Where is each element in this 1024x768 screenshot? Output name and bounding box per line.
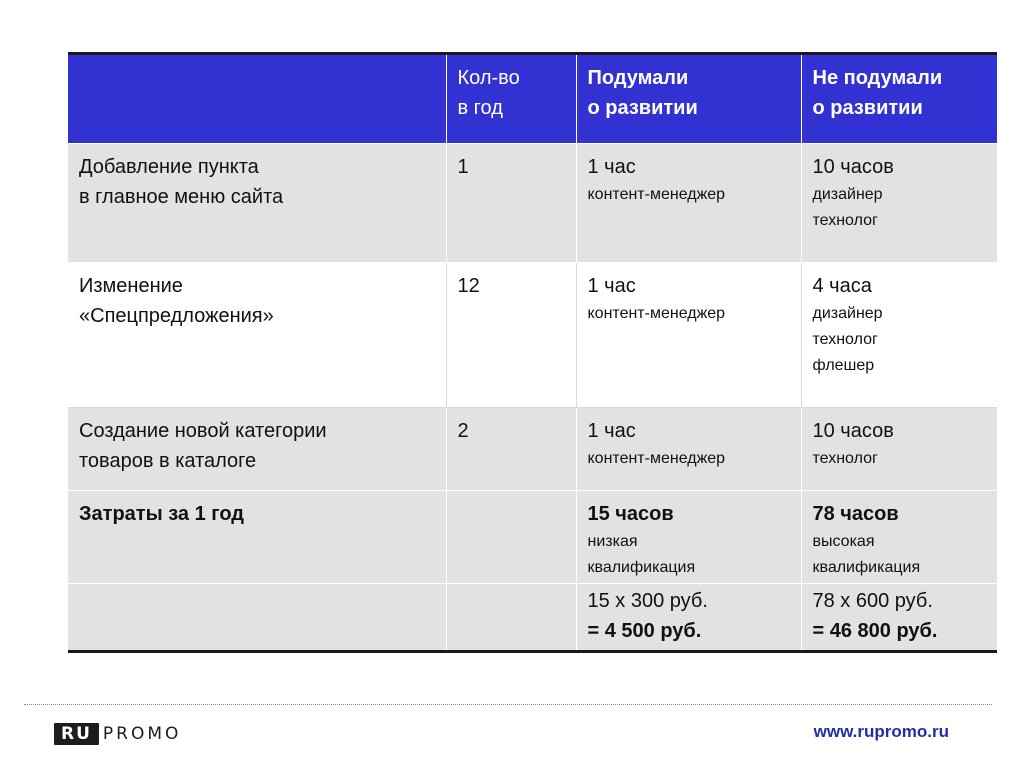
task-line: Добавление пункта xyxy=(79,156,259,178)
thought-cell xyxy=(576,144,801,263)
cost-empty-cell xyxy=(446,584,576,652)
thought-hours: 1 час xyxy=(587,156,636,178)
total-label: Затраты за 1 год xyxy=(79,503,244,525)
task-line: товаров в каталоге xyxy=(79,450,257,472)
rupromo-logo xyxy=(54,722,181,746)
cost-not-thought-cell xyxy=(801,584,997,652)
thought-hours: 1 час xyxy=(587,275,636,297)
task-cell xyxy=(68,263,446,408)
total-thought-qualification: низкая xyxy=(587,533,638,550)
total-not-thought-qualification: квалификация xyxy=(812,559,921,576)
website-link[interactable]: www.rupromo.ru xyxy=(813,722,949,741)
not-thought-role: дизайнер xyxy=(812,186,883,203)
qty-cell xyxy=(446,408,576,491)
not-thought-hours: 4 часа xyxy=(812,275,872,297)
logo-promo: PROMO xyxy=(102,724,182,744)
task-line: Создание новой категории xyxy=(79,420,327,442)
thought-cell xyxy=(576,263,801,408)
total-not-thought-hours: 78 часов xyxy=(812,503,899,525)
header-empty-cell xyxy=(68,54,446,144)
footer-divider xyxy=(24,704,992,705)
task-cell xyxy=(68,408,446,491)
header-quantity xyxy=(446,54,576,144)
table-row xyxy=(68,144,997,263)
logo-ru: RU xyxy=(54,723,99,745)
total-thought-hours: 15 часов xyxy=(587,503,674,525)
thought-role: контент-менеджер xyxy=(587,305,726,322)
header-not-thought xyxy=(801,54,997,144)
task-cell xyxy=(68,144,446,263)
total-row xyxy=(68,491,997,584)
not-thought-cell xyxy=(801,263,997,408)
cost-thought-formula: 15 x 300 руб. xyxy=(587,590,708,612)
not-thought-hours: 10 часов xyxy=(812,156,894,178)
header-not-thought-line-1: Не подумали xyxy=(812,67,943,89)
qty-value: 12 xyxy=(457,275,480,297)
cost-not-thought-formula: 78 x 600 руб. xyxy=(812,590,933,612)
not-thought-cell xyxy=(801,408,997,491)
thought-role: контент-менеджер xyxy=(587,186,726,203)
total-label-cell xyxy=(68,491,446,584)
header-thought xyxy=(576,54,801,144)
qty-cell xyxy=(446,144,576,263)
task-line: «Спецпредложения» xyxy=(79,305,274,327)
header-thought-line-1: Подумали xyxy=(587,67,689,89)
qty-value: 1 xyxy=(457,156,469,178)
total-not-thought-qualification: высокая xyxy=(812,533,875,550)
total-thought-qualification: квалификация xyxy=(587,559,696,576)
not-thought-cell xyxy=(801,144,997,263)
header-quantity-line-2: в год xyxy=(457,97,503,119)
cost-row xyxy=(68,584,997,652)
qty-value: 2 xyxy=(457,420,469,442)
not-thought-role: технолог xyxy=(812,331,878,348)
header-not-thought-line-2: о развитии xyxy=(812,97,923,119)
cost-empty-cell xyxy=(68,584,446,652)
total-not-thought-cell xyxy=(801,491,997,584)
not-thought-role: дизайнер xyxy=(812,305,883,322)
comparison-table xyxy=(68,52,997,653)
not-thought-role: технолог xyxy=(812,450,878,467)
total-thought-cell xyxy=(576,491,801,584)
cost-not-thought-total: = 46 800 руб. xyxy=(812,620,938,642)
table-row xyxy=(68,263,997,408)
total-qty-cell xyxy=(446,491,576,584)
header-quantity-line-1: Кол-во xyxy=(457,67,520,89)
task-line: в главное меню сайта xyxy=(79,186,284,208)
table-row xyxy=(68,408,997,491)
thought-cell xyxy=(576,408,801,491)
thought-hours: 1 час xyxy=(587,420,636,442)
task-line: Изменение xyxy=(79,275,183,297)
thought-role: контент-менеджер xyxy=(587,450,726,467)
qty-cell xyxy=(446,263,576,408)
table-header-row xyxy=(68,54,997,144)
header-thought-line-2: о развитии xyxy=(587,97,698,119)
not-thought-role: технолог xyxy=(812,212,878,229)
cost-thought-cell xyxy=(576,584,801,652)
not-thought-hours: 10 часов xyxy=(812,420,894,442)
cost-thought-total: = 4 500 руб. xyxy=(587,620,702,642)
not-thought-role: флешер xyxy=(812,357,875,374)
